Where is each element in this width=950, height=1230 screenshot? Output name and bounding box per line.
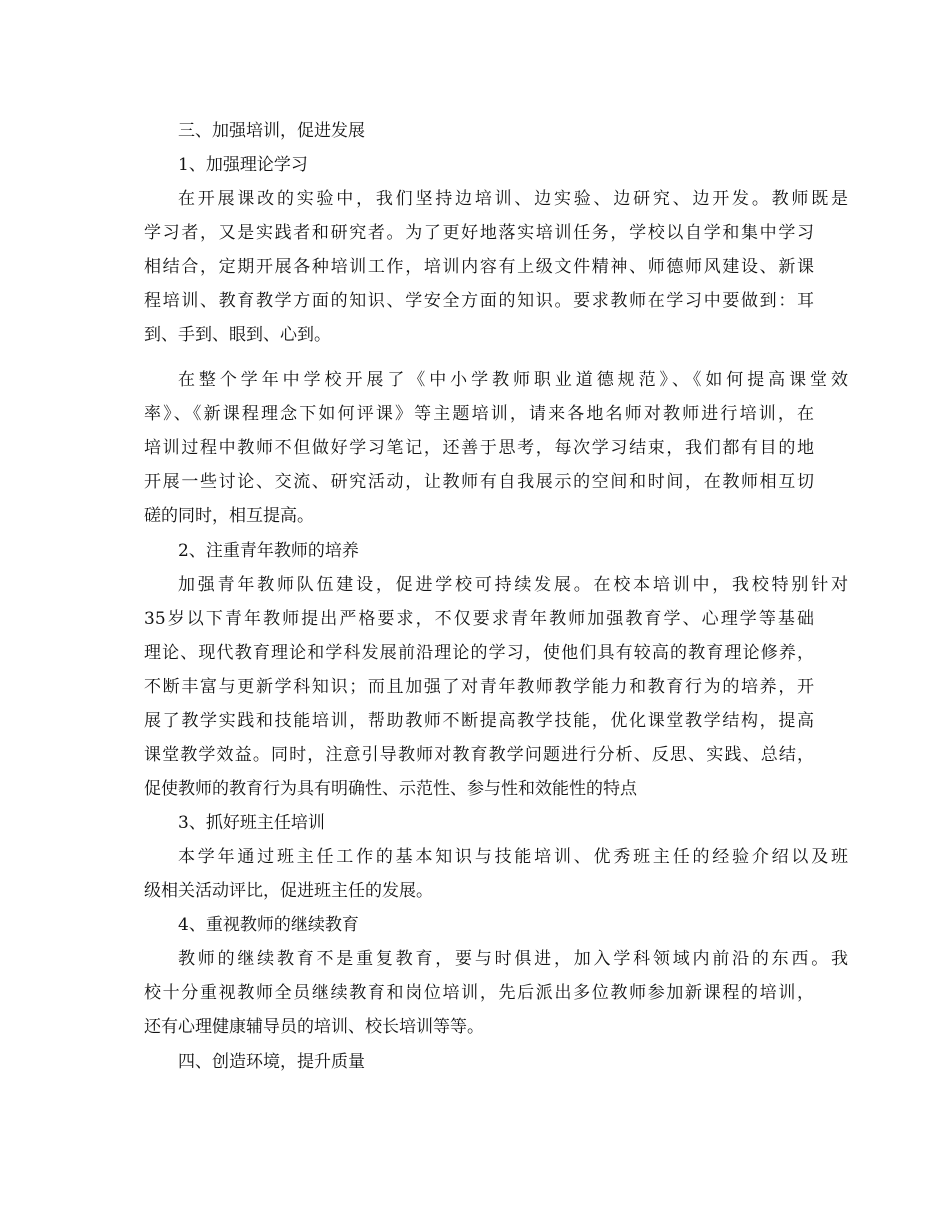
subheading-2: 2、注重青年教师的培养	[178, 541, 359, 561]
paragraph-line: 35岁以下青年教师提出严格要求，不仅要求青年教师加强教育学、心理学等基础	[144, 609, 814, 629]
paragraph-line: 校十分重视教师全员继续教育和岗位培训，先后派出多位教师参加新课程的培训，	[144, 983, 814, 1003]
section-heading-4: 四、创造环境，提升质量	[178, 1052, 365, 1072]
paragraph-line: 展了教学实践和技能培训，帮助教师不断提高教学技能，优化课堂教学结构，提高	[144, 711, 814, 731]
paragraph-line: 加强青年教师队伍建设，促进学校可持续发展。在校本培训中，我校特别针对	[178, 575, 848, 595]
subheading-3: 3、抓好班主任培训	[178, 813, 325, 833]
paragraph-line: 学习者，又是实践者和研究者。为了更好地落实培训任务，学校以自学和集中学习	[144, 223, 814, 243]
paragraph-line: 相结合，定期开展各种培训工作，培训内容有上级文件精神、师德师风建设、新课	[144, 257, 814, 277]
paragraph-line: 开展一些讨论、交流、研究活动，让教师有自我展示的空间和时间，在教师相互切	[144, 472, 814, 492]
paragraph-line: 程培训、教育教学方面的知识、学安全方面的知识。要求教师在学习中要做到：耳	[144, 291, 814, 311]
section-heading-3: 三、加强培训，促进发展	[178, 121, 365, 141]
paragraph-line: 不断丰富与更新学科知识；而且加强了对青年教师教学能力和教育行为的培养，开	[144, 677, 814, 697]
paragraph-line: 磋的同时，相互提高。	[144, 506, 314, 526]
paragraph-line: 课堂教学效益。同时，注意引导教师对教育教学问题进行分析、反思、实践、总结，	[144, 745, 814, 765]
subheading-4: 4、重视教师的继续教育	[178, 915, 359, 935]
paragraph-line: 促使教师的教育行为具有明确性、示范性、参与性和效能性的特点	[144, 779, 637, 799]
paragraph-line: 还有心理健康辅导员的培训、校长培训等等。	[144, 1017, 484, 1037]
paragraph-line: 率》、《新课程理念下如何评课》等主题培训，请来各地名师对教师进行培训，在	[144, 404, 814, 424]
paragraph-line: 到、手到、眼到、心到。	[144, 325, 331, 345]
paragraph-line: 本学年通过班主任工作的基本知识与技能培训、优秀班主任的经验介绍以及班	[178, 847, 848, 867]
paragraph-line: 理论、现代教育理论和学科发展前沿理论的学习，使他们具有较高的教育理论修养，	[144, 643, 814, 663]
paragraph-line: 培训过程中教师不但做好学习笔记，还善于思考，每次学习结束，我们都有目的地	[144, 438, 814, 458]
subheading-1: 1、加强理论学习	[178, 155, 308, 175]
paragraph-line: 在开展课改的实验中，我们坚持边培训、边实验、边研究、边开发。教师既是	[178, 189, 848, 209]
paragraph-line: 在整个学年中学校开展了《中小学教师职业道德规范》、《如何提高课堂效	[178, 370, 848, 390]
paragraph-line: 教师的继续教育不是重复教育，要与时俱进，加入学科领域内前沿的东西。我	[178, 949, 848, 969]
paragraph-line: 级相关活动评比，促进班主任的发展。	[144, 881, 433, 901]
